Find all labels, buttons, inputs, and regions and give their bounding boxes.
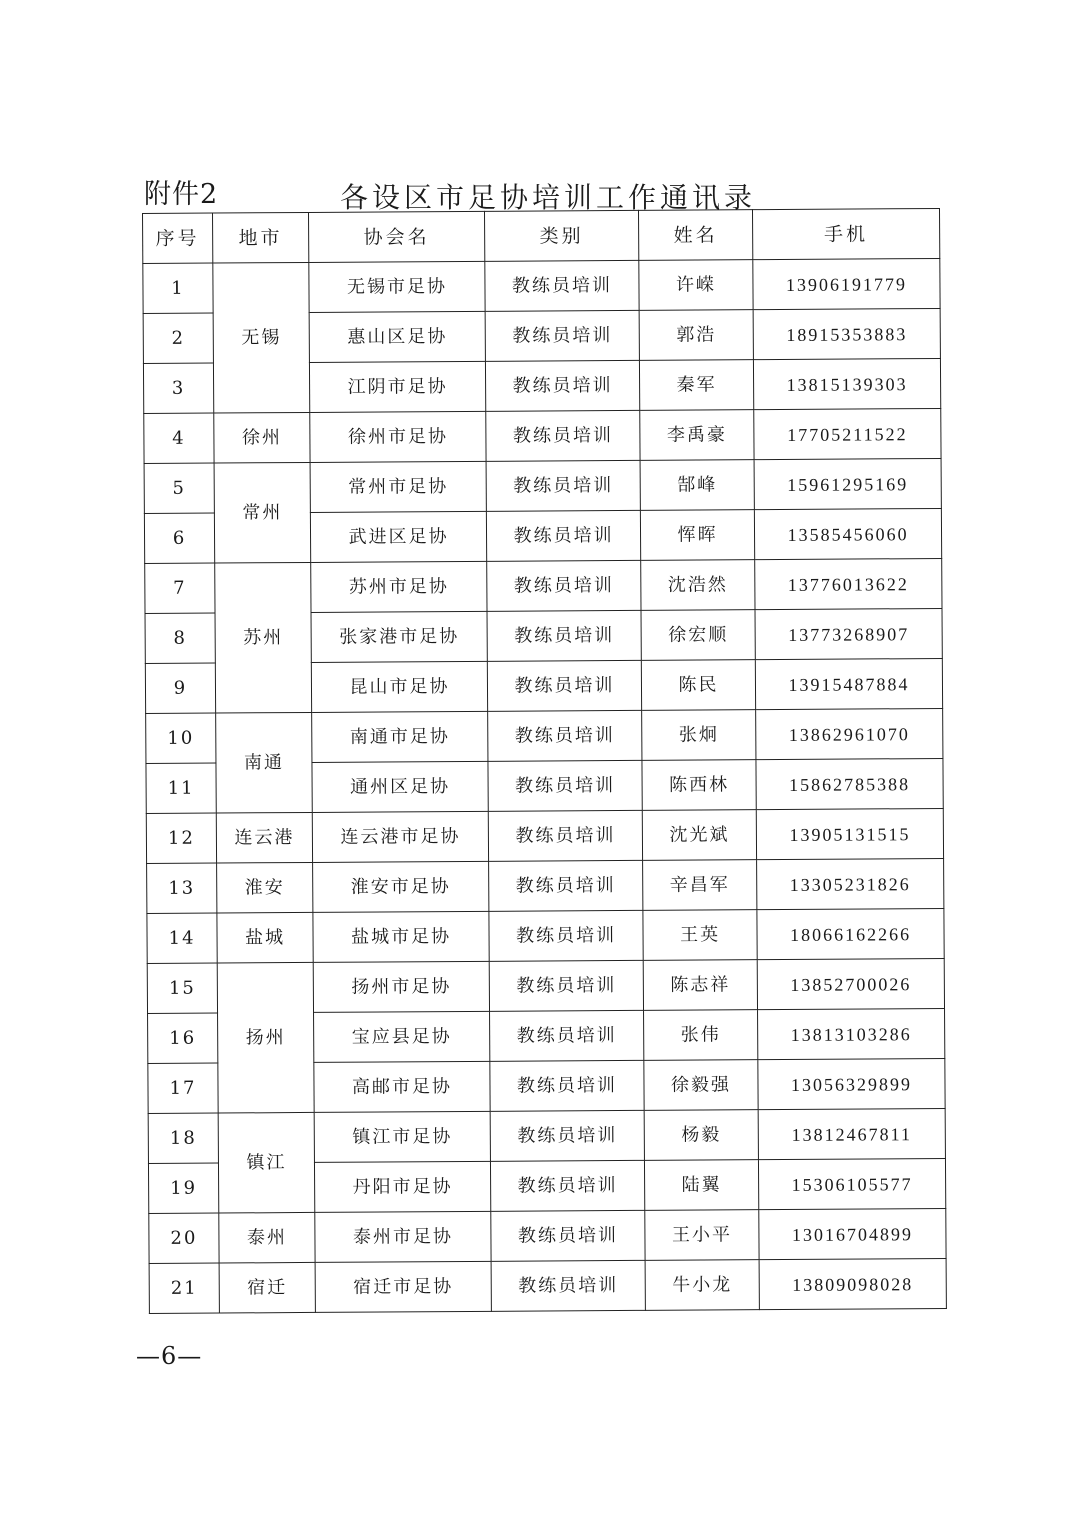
row-name: 张伟 bbox=[644, 1010, 758, 1061]
row-seq: 19 bbox=[148, 1163, 218, 1213]
row-city: 宿迁 bbox=[219, 1262, 315, 1313]
row-name: 郭浩 bbox=[639, 310, 753, 361]
row-seq: 4 bbox=[144, 413, 214, 463]
row-city: 泰州 bbox=[219, 1212, 315, 1263]
row-seq: 9 bbox=[145, 663, 215, 713]
row-name: 张炯 bbox=[642, 710, 756, 761]
row-phone: 17705211522 bbox=[754, 408, 941, 459]
table-row bbox=[144, 408, 941, 463]
contact-table bbox=[142, 208, 947, 1314]
row-association: 镇江市足协 bbox=[314, 1111, 490, 1162]
row-city: 苏州 bbox=[215, 562, 312, 713]
row-association: 徐州市足协 bbox=[310, 411, 486, 462]
table-row bbox=[146, 708, 943, 763]
row-phone: 13905131515 bbox=[756, 808, 943, 859]
row-association: 惠山区足协 bbox=[309, 311, 485, 362]
row-name: 沈光斌 bbox=[642, 810, 756, 861]
row-category: 教练员培训 bbox=[487, 660, 641, 711]
column-header-association: 协会名 bbox=[308, 211, 484, 262]
row-category: 教练员培训 bbox=[490, 1060, 644, 1111]
table-row bbox=[149, 1208, 946, 1263]
table-row bbox=[143, 258, 940, 313]
row-seq: 15 bbox=[147, 963, 217, 1013]
row-name: 陈民 bbox=[641, 660, 755, 711]
row-phone: 13016704899 bbox=[759, 1208, 946, 1259]
row-association: 宿迁市足协 bbox=[315, 1261, 491, 1312]
row-association: 连云港市足协 bbox=[312, 811, 488, 862]
row-name: 牛小龙 bbox=[645, 1260, 759, 1311]
row-phone: 15961295169 bbox=[754, 458, 941, 509]
row-name: 许嵘 bbox=[639, 260, 753, 311]
row-phone: 15862785388 bbox=[756, 758, 943, 809]
row-seq: 16 bbox=[148, 1013, 218, 1063]
row-name: 王英 bbox=[643, 910, 757, 961]
table-row bbox=[146, 808, 943, 863]
row-seq: 20 bbox=[149, 1213, 219, 1263]
row-association: 昆山市足协 bbox=[311, 661, 487, 712]
row-association: 无锡市足协 bbox=[309, 261, 485, 312]
column-header-name: 姓名 bbox=[638, 210, 752, 261]
row-phone: 13809098028 bbox=[759, 1258, 946, 1309]
row-city: 淮安 bbox=[217, 862, 313, 913]
row-city: 盐城 bbox=[217, 912, 313, 963]
row-association: 武进区足协 bbox=[310, 511, 486, 562]
row-category: 教练员培训 bbox=[486, 410, 640, 461]
row-city: 扬州 bbox=[217, 962, 314, 1113]
row-phone: 13906191779 bbox=[753, 258, 940, 309]
table-row bbox=[147, 858, 944, 913]
row-category: 教练员培训 bbox=[490, 1160, 644, 1211]
row-name: 徐宏顺 bbox=[641, 610, 755, 661]
row-city: 常州 bbox=[214, 462, 311, 563]
table-row bbox=[149, 1258, 946, 1313]
row-seq: 3 bbox=[143, 363, 213, 413]
row-association: 常州市足协 bbox=[310, 461, 486, 512]
row-category: 教练员培训 bbox=[486, 460, 640, 511]
row-phone: 13305231826 bbox=[757, 858, 944, 909]
row-phone: 13813103286 bbox=[758, 1008, 945, 1059]
row-category: 教练员培训 bbox=[488, 760, 642, 811]
page-number: —6— bbox=[136, 1342, 203, 1370]
row-category: 教练员培训 bbox=[489, 860, 643, 911]
row-seq: 12 bbox=[146, 813, 216, 863]
row-name: 陈西林 bbox=[642, 760, 756, 811]
row-category: 教练员培训 bbox=[488, 810, 642, 861]
row-phone: 18915353883 bbox=[753, 308, 940, 359]
row-association: 宝应县足协 bbox=[314, 1011, 490, 1062]
row-city: 徐州 bbox=[214, 412, 310, 463]
table-row bbox=[147, 958, 944, 1013]
row-name: 陆翼 bbox=[644, 1160, 758, 1211]
row-association: 盐城市足协 bbox=[313, 911, 489, 962]
row-name: 秦军 bbox=[639, 360, 753, 411]
row-seq: 18 bbox=[148, 1113, 218, 1163]
row-phone: 13776013622 bbox=[755, 558, 942, 609]
table-row bbox=[147, 908, 944, 963]
row-seq: 21 bbox=[149, 1263, 219, 1313]
row-category: 教练员培训 bbox=[491, 1210, 645, 1261]
table-row bbox=[144, 458, 941, 513]
header-row bbox=[143, 208, 940, 263]
row-category: 教练员培训 bbox=[489, 960, 643, 1011]
row-category: 教练员培训 bbox=[490, 1010, 644, 1061]
row-seq: 8 bbox=[145, 613, 215, 663]
row-association: 张家港市足协 bbox=[311, 611, 487, 662]
row-seq: 11 bbox=[146, 763, 216, 813]
row-category: 教练员培训 bbox=[489, 910, 643, 961]
row-phone: 13862961070 bbox=[756, 708, 943, 759]
table-header bbox=[143, 208, 940, 263]
row-name: 王小平 bbox=[645, 1210, 759, 1261]
row-phone: 18066162266 bbox=[757, 908, 944, 959]
row-phone: 13056329899 bbox=[758, 1058, 945, 1109]
row-category: 教练员培训 bbox=[485, 310, 639, 361]
row-phone: 13773268907 bbox=[755, 608, 942, 659]
row-phone: 13815139303 bbox=[753, 358, 940, 409]
row-category: 教练员培训 bbox=[485, 360, 639, 411]
row-seq: 2 bbox=[143, 313, 213, 363]
column-header-city: 地市 bbox=[213, 212, 309, 263]
row-phone: 13812467811 bbox=[758, 1108, 945, 1159]
row-seq: 1 bbox=[143, 263, 213, 313]
row-name: 李禹豪 bbox=[640, 410, 754, 461]
attachment-label: 附件2 bbox=[144, 179, 219, 210]
row-city: 镇江 bbox=[218, 1112, 315, 1213]
row-seq: 6 bbox=[144, 513, 214, 563]
row-category: 教练员培训 bbox=[486, 510, 640, 561]
row-phone: 13852700026 bbox=[757, 958, 944, 1009]
row-name: 辛昌军 bbox=[643, 860, 757, 911]
row-category: 教练员培训 bbox=[490, 1110, 644, 1161]
row-city: 连云港 bbox=[216, 812, 312, 863]
row-association: 泰州市足协 bbox=[315, 1211, 491, 1262]
row-association: 丹阳市足协 bbox=[314, 1161, 490, 1212]
row-category: 教练员培训 bbox=[491, 1260, 645, 1311]
row-phone: 15306105577 bbox=[758, 1158, 945, 1209]
row-seq: 14 bbox=[147, 913, 217, 963]
column-header-category: 类别 bbox=[484, 210, 638, 261]
row-phone: 13585456060 bbox=[754, 508, 941, 559]
row-seq: 7 bbox=[145, 563, 215, 613]
row-name: 陈志祥 bbox=[643, 960, 757, 1011]
row-name: 杨毅 bbox=[644, 1110, 758, 1161]
table-body bbox=[143, 258, 947, 1313]
row-city: 无锡 bbox=[213, 262, 310, 413]
row-phone: 13915487884 bbox=[755, 658, 942, 709]
row-seq: 17 bbox=[148, 1063, 218, 1113]
row-name: 沈浩然 bbox=[641, 560, 755, 611]
row-seq: 10 bbox=[146, 713, 216, 763]
row-name: 徐毅强 bbox=[644, 1060, 758, 1111]
row-seq: 13 bbox=[147, 863, 217, 913]
row-association: 通州区足协 bbox=[312, 761, 488, 812]
row-seq: 5 bbox=[144, 463, 214, 513]
row-association: 江阴市足协 bbox=[309, 361, 485, 412]
row-name: 恽晖 bbox=[640, 510, 754, 561]
row-category: 教练员培训 bbox=[487, 610, 641, 661]
row-association: 高邮市足协 bbox=[314, 1061, 490, 1112]
row-category: 教练员培训 bbox=[485, 260, 639, 311]
row-category: 教练员培训 bbox=[487, 560, 641, 611]
row-association: 扬州市足协 bbox=[313, 961, 489, 1012]
column-header-phone: 手机 bbox=[752, 208, 939, 259]
table-row bbox=[148, 1108, 945, 1163]
row-category: 教练员培训 bbox=[488, 710, 642, 761]
row-association: 淮安市足协 bbox=[313, 861, 489, 912]
row-city: 南通 bbox=[216, 712, 313, 813]
row-association: 南通市足协 bbox=[312, 711, 488, 762]
table-row bbox=[145, 558, 942, 613]
document-title: 各设区市足协培训工作通讯录 bbox=[340, 181, 757, 214]
row-name: 郜峰 bbox=[640, 460, 754, 511]
row-association: 苏州市足协 bbox=[311, 561, 487, 612]
column-header-seq: 序号 bbox=[143, 213, 213, 263]
